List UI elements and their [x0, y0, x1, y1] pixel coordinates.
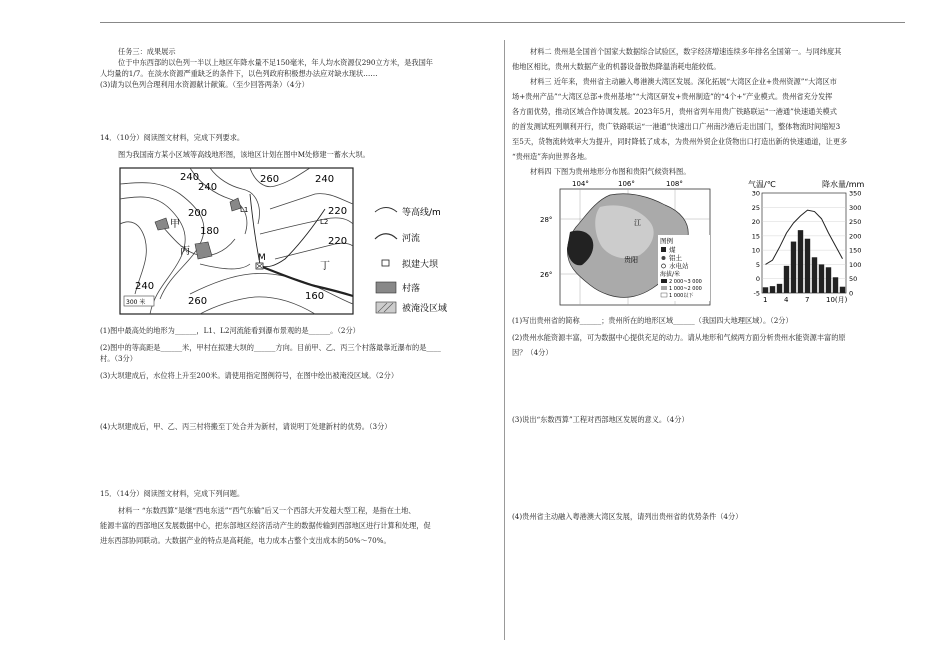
- precip-bar: [840, 287, 845, 293]
- precip-bar: [805, 239, 810, 293]
- material3-cont: 的首发测试班列顺利开行，贵广铁路联运“一港通”快速出口广州南沙港后走出国门，整体物流时间缩短3: [512, 122, 841, 131]
- legend-village: 村落: [402, 284, 421, 294]
- precip-bar: [826, 267, 831, 293]
- contour-label: 260: [260, 174, 280, 185]
- q15-1: (1)写出贵州省的简称______；贵州所在的地形区域______（我国四大地理区域）。（2分）: [512, 316, 793, 325]
- q14-intro: 图为我国南方某小区域等高线地形图，该地区计划在图中M处修建一蓄水大坝。: [118, 150, 370, 159]
- site-ding-label: 丁: [320, 261, 330, 272]
- river-jiang-label: 江: [634, 219, 641, 227]
- contour-label: 180: [200, 226, 220, 237]
- precip-bar: [784, 266, 789, 293]
- q15-2-cont: 因？（4分）: [512, 348, 553, 357]
- legend-elev-title: 海拔/米: [660, 271, 681, 278]
- precip-tick-label: 100: [849, 260, 862, 269]
- guiyang-climate-chart: [740, 177, 880, 309]
- precip-tick-label: 0: [849, 289, 854, 298]
- legend-elev-low: 1 000以下: [669, 293, 694, 299]
- legend-dam: 拟建大坝: [402, 260, 439, 270]
- q14-2-cont: 村。（3分）: [100, 354, 137, 363]
- lat-26-label: 26°: [540, 271, 553, 279]
- material3-cont: 场+贵州产品”“大湾区总部+贵州基地”“大湾区研发+贵州制造”的“4个+”产业模式。贵州省充分发挥: [512, 92, 833, 101]
- legend-flood: 被淹没区域: [402, 304, 448, 314]
- right-column: [512, 46, 904, 522]
- contour-label: 220: [328, 236, 348, 247]
- legend-contour: 等高线/m: [402, 208, 441, 218]
- precip-bar: [770, 286, 775, 293]
- figures-row: [512, 177, 904, 309]
- task3-text: 位于中东西部的以色列一半以上地区年降水量不足150毫米，年人均水资源仅290立方米，是我国年: [118, 58, 433, 67]
- material2-cont: 他地区相比，贵州大数据产业的机器设备散热降温消耗电能较低。: [512, 62, 721, 71]
- material4: 材料四 下图为贵州地形分布图和贵阳气候资料图。: [530, 167, 691, 176]
- temp-tick-label: 10: [751, 246, 760, 255]
- temp-tick-label: 5: [755, 260, 760, 269]
- village-bing-label: 丙: [180, 246, 190, 257]
- q15-material1-cont2: 进东西部协同联动。大数据产业的特点是高耗能，电力成本占整个支出成本的50%〜70%。: [100, 536, 391, 545]
- legend-elev-mid: 1 000~2 000: [669, 286, 702, 292]
- task3-question: (3)请为以色列合理利用水资源献计献策。（至少回答两条）（4分）: [100, 80, 309, 89]
- precip-bar: [798, 230, 803, 293]
- q15-material1: 材料一 “东数西算”是继“西电东送”“西气东输”后又一个西部大开发超大型工程，是指在土地、: [118, 506, 416, 515]
- precip-tick-label: 50: [849, 275, 858, 284]
- temp-tick-label: 20: [751, 218, 760, 227]
- guizhou-terrain-map: [540, 177, 730, 309]
- material3: 材料三 近年来，贵州省主动融入粤港澳大湾区发展。深化拓展“大湾区企业+贵州资源”“大湾区市: [530, 77, 837, 86]
- q15-heading: 15．（14分）阅读图文材料，完成下列问题。: [100, 489, 245, 498]
- precip-tick-label: 150: [849, 246, 862, 255]
- legend-river: 河流: [402, 234, 421, 244]
- legend-hydro: 水电站: [669, 262, 689, 270]
- q15-3: (3)说出“东数西算”工程对西部地区发展的意义。（4分）: [512, 415, 689, 424]
- temp-axis-title: 气温/℃: [748, 180, 776, 189]
- village-jia-label: 甲: [170, 219, 180, 230]
- river-l1-label: L1: [240, 206, 249, 214]
- contour-label: 160: [305, 291, 325, 302]
- q15-material1-cont: 能源丰富的西部地区发展数据中心，把东部地区经济活动产生的数据传输到西部地区进行计算和处理，促: [100, 521, 431, 530]
- precip-bar: [763, 287, 768, 293]
- precip-bar: [833, 277, 838, 293]
- task3-text-cont: 人均量的1/7。在淡水资源严重缺乏的条件下，以色列政府积极想办法应对缺水现状……: [100, 69, 378, 78]
- contour-label: 200: [188, 208, 208, 219]
- q14-3: (3)大坝建成后，水位将上升至200米。请使用指定图例符号，在图中绘出被淹没区域。（2分）: [100, 371, 399, 380]
- temp-tick-label: 25: [751, 203, 760, 212]
- month-tick-label: 10(月): [826, 296, 848, 304]
- lon-104-label: 104°: [572, 180, 589, 188]
- temp-tick-label: 0: [755, 275, 760, 284]
- task3-title: 任务三：成果展示: [118, 47, 176, 56]
- map-legend-title: 图例: [660, 237, 673, 245]
- material3-cont: “贵州造”奔向世界各地。: [512, 152, 592, 161]
- precip-tick-label: 250: [849, 218, 862, 227]
- month-tick-label: 4: [784, 296, 789, 304]
- precip-axis-title: 降水量/mm: [822, 180, 865, 189]
- month-tick-label: 1: [763, 296, 768, 304]
- precip-bar: [812, 257, 817, 293]
- month-tick-label: 7: [805, 296, 810, 304]
- contour-label: 220: [328, 206, 348, 217]
- q14-2: (2)图中的等高距是______米，甲村在拟建大坝的______方向。目前甲、乙、丙三个村落最靠近瀑布的是____: [100, 343, 441, 352]
- legend-elev-high: 2 000~3 000: [669, 279, 702, 285]
- precip-tick-label: 200: [849, 232, 862, 241]
- contour-label: 240: [315, 174, 335, 185]
- material3-cont: 各方面优势，推动区域合作协调发展。2023年5月，贵州省列车用贵广铁路联运“一港通”快速通关模式: [512, 107, 837, 116]
- dam-site-m-label: M: [258, 253, 266, 263]
- precip-bar: [819, 264, 824, 293]
- contour-label: 260: [188, 296, 208, 307]
- precip-tick-label: 350: [849, 189, 862, 198]
- q14-heading: 14．（10分）阅读图文材料，完成下列要求。: [100, 133, 245, 142]
- map-scale-label: 300 米: [126, 299, 146, 306]
- lat-28-label: 28°: [540, 216, 553, 224]
- contour-label: 240: [198, 182, 218, 193]
- temp-tick-label: -5: [753, 289, 760, 298]
- legend-bauxite: 铝土: [669, 254, 682, 262]
- lon-108-label: 108°: [666, 180, 683, 188]
- river-l2-label: L2: [320, 218, 329, 226]
- precip-tick-label: 300: [849, 203, 862, 212]
- header-rule: [100, 22, 905, 23]
- contour-map: [100, 164, 490, 319]
- contour-label: 240: [135, 281, 155, 292]
- legend-coal: 煤: [669, 246, 676, 254]
- precip-bar: [777, 284, 782, 293]
- q14-4: (4)大坝建成后，甲、乙、丙三村将搬至丁处合并为新村，请说明丁处建新村的优势。（3分）: [100, 422, 392, 431]
- temp-tick-label: 30: [751, 189, 760, 198]
- map-legend: [375, 206, 447, 314]
- contour-label: 240: [180, 172, 200, 183]
- precip-bar: [791, 242, 796, 293]
- lon-106-label: 106°: [618, 180, 635, 188]
- column-divider: [504, 40, 505, 640]
- material3-cont: 至5天，货物流转效率大为提升，同时降低了成本，为贵州外贸企业货物出口打造出新的快速通道，让更多: [512, 137, 848, 146]
- q15-2: (2)贵州水能资源丰富，可为数据中心提供充足的动力。请从地形和气候两方面分析贵州水能资源丰富的原: [512, 333, 846, 342]
- left-column: [100, 46, 492, 546]
- temp-tick-label: 15: [751, 232, 760, 241]
- material2: 材料二 贵州是全国首个国家大数据综合试验区，数字经济增速连续多年排名全国第一。与同纬度其: [530, 47, 842, 56]
- q14-1: (1)图中最高处的地形为______，L1、L2河流能看到瀑布景观的是______。（2分）: [100, 326, 360, 335]
- guiyang-label: 贵阳: [624, 256, 638, 264]
- q15-4: (4)贵州省主动融入粤港澳大湾区发展，请列出贵州省的优势条件（4分）: [512, 512, 743, 521]
